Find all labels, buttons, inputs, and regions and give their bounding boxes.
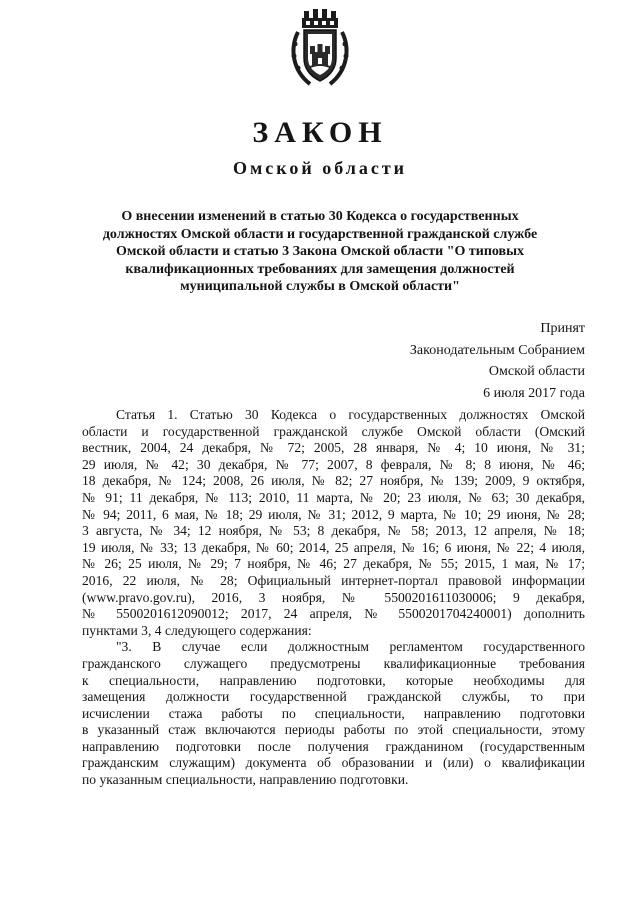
adoption-line: Законодательным Собранием <box>409 342 585 358</box>
heading-line: квалификационных требованиях для замещения должностей <box>125 261 515 277</box>
article-1-line: 18 декабря, № 124; 2008, 26 июля, № 82; 27 ноября, № 139; 2009, 9 октября, <box>82 473 585 489</box>
article-1-line: пунктами 3, 4 следующего содержания: <box>82 622 312 638</box>
clause-3-line: гражданским служащим) документа об образовании и (или) о квалификации <box>82 755 585 771</box>
article-1-line: Статья 1. Статью 30 Кодекса о государственных должностях Омской <box>116 407 585 422</box>
adoption-date: 6 июля 2017 года <box>483 385 585 401</box>
document-body <box>82 407 585 789</box>
article-1-line: 2016, 22 июля, № 28; Официальный интернет-портал правовой информации <box>82 572 585 588</box>
document-subtitle: Омской области <box>232 158 408 178</box>
adoption-line: Омской области <box>488 364 585 379</box>
clause-3-line: к специальности, направлению подготовки, которые необходимы для <box>82 672 585 688</box>
clause-3-line: направлению подготовки после получения гражданином (государственным <box>82 738 585 754</box>
clause-3-line: в указанный стаж включаются периоды работы по этой специальности, этому <box>82 722 585 738</box>
document-title: ЗАКОН <box>252 116 388 149</box>
article-1-line: № 91; 11 декабря, № 113; 2010, 11 марта, № 20; 23 июля, № 63; 30 декабря, <box>82 489 585 505</box>
article-1-line: № 94; 2011, 6 мая, № 18; 29 июля, № 31; 2012, 9 марта, № 10; 29 июня, № 28; <box>82 506 585 522</box>
adoption-line: Принят <box>540 321 585 336</box>
heading-line: О внесении изменений в статью 30 Кодекса о государственных <box>121 209 519 224</box>
clause-3-line: замещения должности государственной гражданской службы, то при <box>82 689 585 705</box>
article-1-line: вестник, 2004, 24 декабря, № 72; 2005, 28 января, № 4; 10 июня, № 31; <box>82 440 585 456</box>
heading-line: муниципальной службы в Омской области" <box>180 279 460 294</box>
clause-3-line: исчислении стажа работы по специальности, направлению подготовки <box>82 705 585 721</box>
heading-line: должностях Омской области и государственной гражданской службе <box>102 226 538 242</box>
article-1-line: 3 августа, № 34; 12 ноября, № 53; 8 декабря, № 58; 2013, 12 апреля, № 18; <box>82 523 585 539</box>
law-heading <box>100 208 540 296</box>
clause-3-line: гражданского служащего предусмотрены квалификационные требования <box>82 655 585 671</box>
article-1-line: № 26; 25 июля, № 29; 7 ноября, № 46; 27 декабря, № 55; 2015, 1 мая, № 17; <box>82 556 585 572</box>
heading-line: Омской области и статью 3 Закона Омской области "О типовых <box>115 244 525 259</box>
article-1-line: 29 июля, № 42; 30 декабря, № 77; 2007, 8 февраля, № 8; 8 июня, № 46; <box>82 456 585 472</box>
clause-3-line: "3. В случае если должностным регламентом государственного <box>116 639 585 655</box>
article-1-line: № 5500201612090012; 2017, 24 апреля, № 5500201704240001) дополнить <box>82 606 585 622</box>
article-1-line: области и государственной гражданской службе Омской области (Омский <box>82 423 585 439</box>
article-1-line: (www.pravo.gov.ru), 2016, 3 ноября, № 5500201611030006; 9 декабря, <box>82 589 585 605</box>
omsk-coat-of-arms-icon <box>288 8 352 88</box>
clause-3-line: по указанным специальности, направлению подготовки. <box>82 772 409 788</box>
article-1-line: 19 июля, № 33; 13 декабря, № 60; 2014, 25 апреля, № 16; 6 июня, № 22; 4 июля, <box>82 539 585 555</box>
adoption-block <box>410 318 585 404</box>
